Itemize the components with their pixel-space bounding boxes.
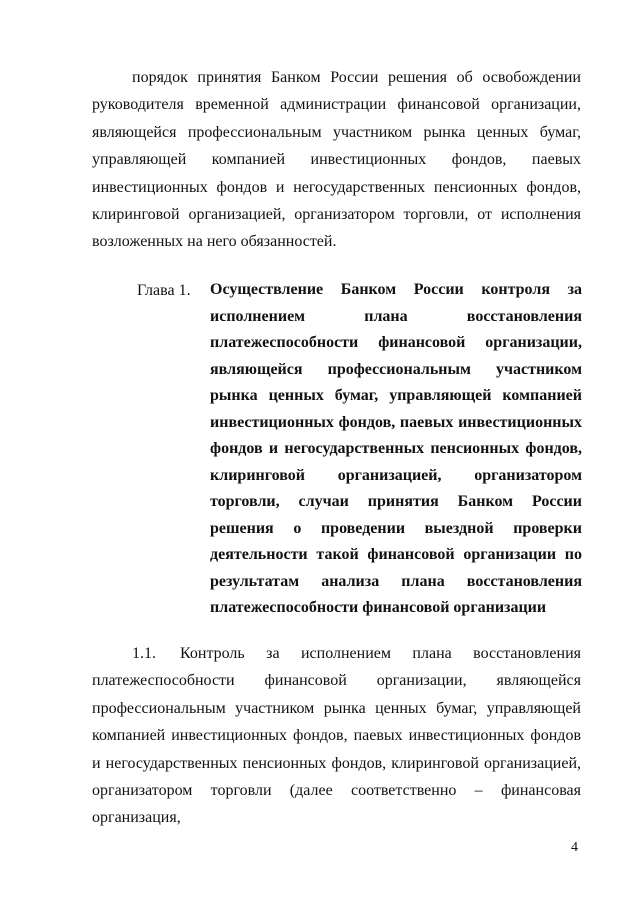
intro-paragraph: порядок принятия Банком России решения об освобождении руководителя временной администрации финансовой организации, являющейся профессиональным участником рынка ценных бумаг, управляющей компанией инвестиционных фондов, паевых инвестиционных фондов и негосударственных пенсионных фондов, клиринговой организацией, организатором торговли, от исполнения возложенных на него обязанностей. <box>92 69 581 251</box>
section-paragraph-1-1 <box>92 640 581 832</box>
section-text: Контроль за исполнением плана восстановления платежеспособности финансовой организации, являющейся профессиональным участником рынка ценных бумаг, управляющей компанией инвестиционных фондов, паевых инвестиционных фондов и негосударственных пенсионных фондов, клиринговой организацией, организатором торговли (далее соответственно – финансовая организация, <box>92 645 581 827</box>
chapter-label: Глава 1. <box>137 282 191 299</box>
page-number: 4 <box>571 840 578 855</box>
chapter-title: Осуществление Банком России контроля за исполнением плана восстановления платежеспособности финансовой организации, являющейся профессиональным участником рынка ценных бумаг, управляющей компанией инвестиционных фондов, паевых инвестиционных фондов и негосударственных пенсионных фондов, клиринговой организацией, организатором торговли, случаи принятия Банком России решения о проведении выездной проверки деятельности такой финансовой организации по результатам анализа плана восстановления платежеспособности финансовой организации <box>210 281 582 616</box>
section-number: 1.1. <box>132 645 156 662</box>
